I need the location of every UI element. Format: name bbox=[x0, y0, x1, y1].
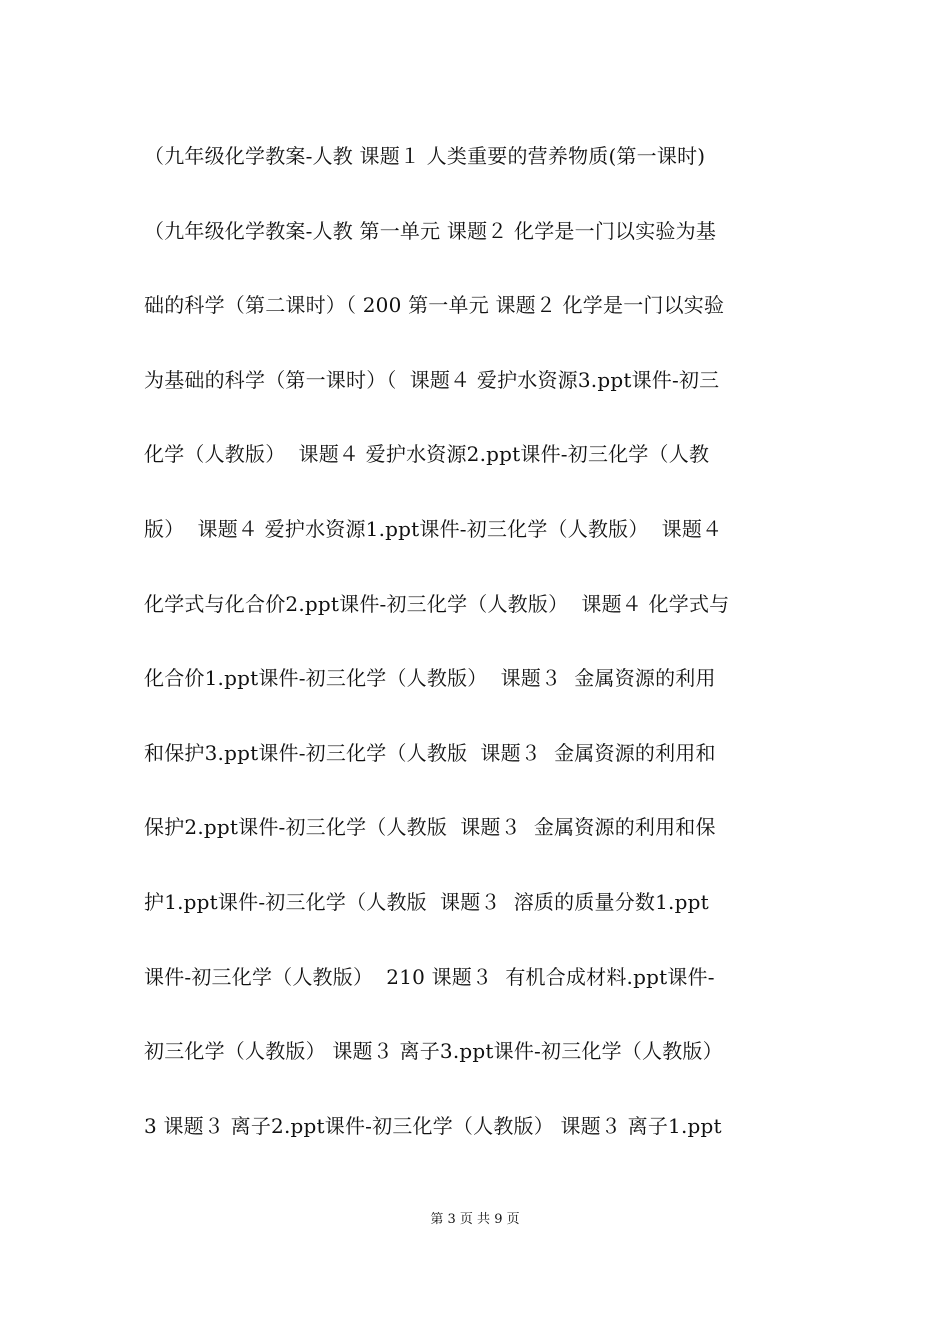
text-line: （九年级化学教案-人教 第一单元 课题２ 化学是一门以实验为基 bbox=[144, 218, 717, 243]
text-line: 化学（人教版） 课题４ 爱护水资源2.ppt课件-初三化学（人教 bbox=[144, 442, 710, 467]
text-line: （九年级化学教案-人教 课题１ 人类重要的营养物质(第一课时) bbox=[144, 144, 706, 168]
text-line: 化学式与化合价2.ppt课件-初三化学（人教版） 课题４ 化学式与 bbox=[144, 591, 730, 616]
text-line: 化合价1.ppt课件-初三化学（人教版） 课题３ 金属资源的利用 bbox=[144, 666, 716, 691]
text-line: 3 课题３ 离子2.ppt课件-初三化学（人教版） 课题３ 离子1.ppt bbox=[144, 1113, 722, 1138]
text-line: 护1.ppt课件-初三化学（人教版 课题３ 溶质的质量分数1.ppt bbox=[144, 889, 709, 914]
text-line: 初三化学（人教版） 课题３ 离子3.ppt课件-初三化学（人教版） bbox=[144, 1039, 723, 1064]
text-line: 为基础的科学（第一课时）（ 课题４ 爱护水资源3.ppt课件-初三 bbox=[144, 367, 720, 392]
text-line: 课件-初三化学（人教版） 210 课题３ 有机合成材料.ppt课件- bbox=[144, 964, 715, 989]
text-line: 保护2.ppt课件-初三化学（人教版 课题３ 金属资源的利用和保 bbox=[144, 815, 716, 840]
text-line: 和保护3.ppt课件-初三化学（人教版 课题３ 金属资源的利用和 bbox=[144, 740, 716, 765]
body-text bbox=[144, 136, 808, 1180]
text-line: 础的科学（第二课时）（ 200 第一单元 课题２ 化学是一门以实验 bbox=[144, 293, 725, 318]
page-number-footer: 第 3 页 共 9 页 bbox=[430, 1212, 520, 1227]
text-line: 版） 课题４ 爱护水资源1.ppt课件-初三化学（人教版） 课题４ bbox=[144, 516, 723, 541]
